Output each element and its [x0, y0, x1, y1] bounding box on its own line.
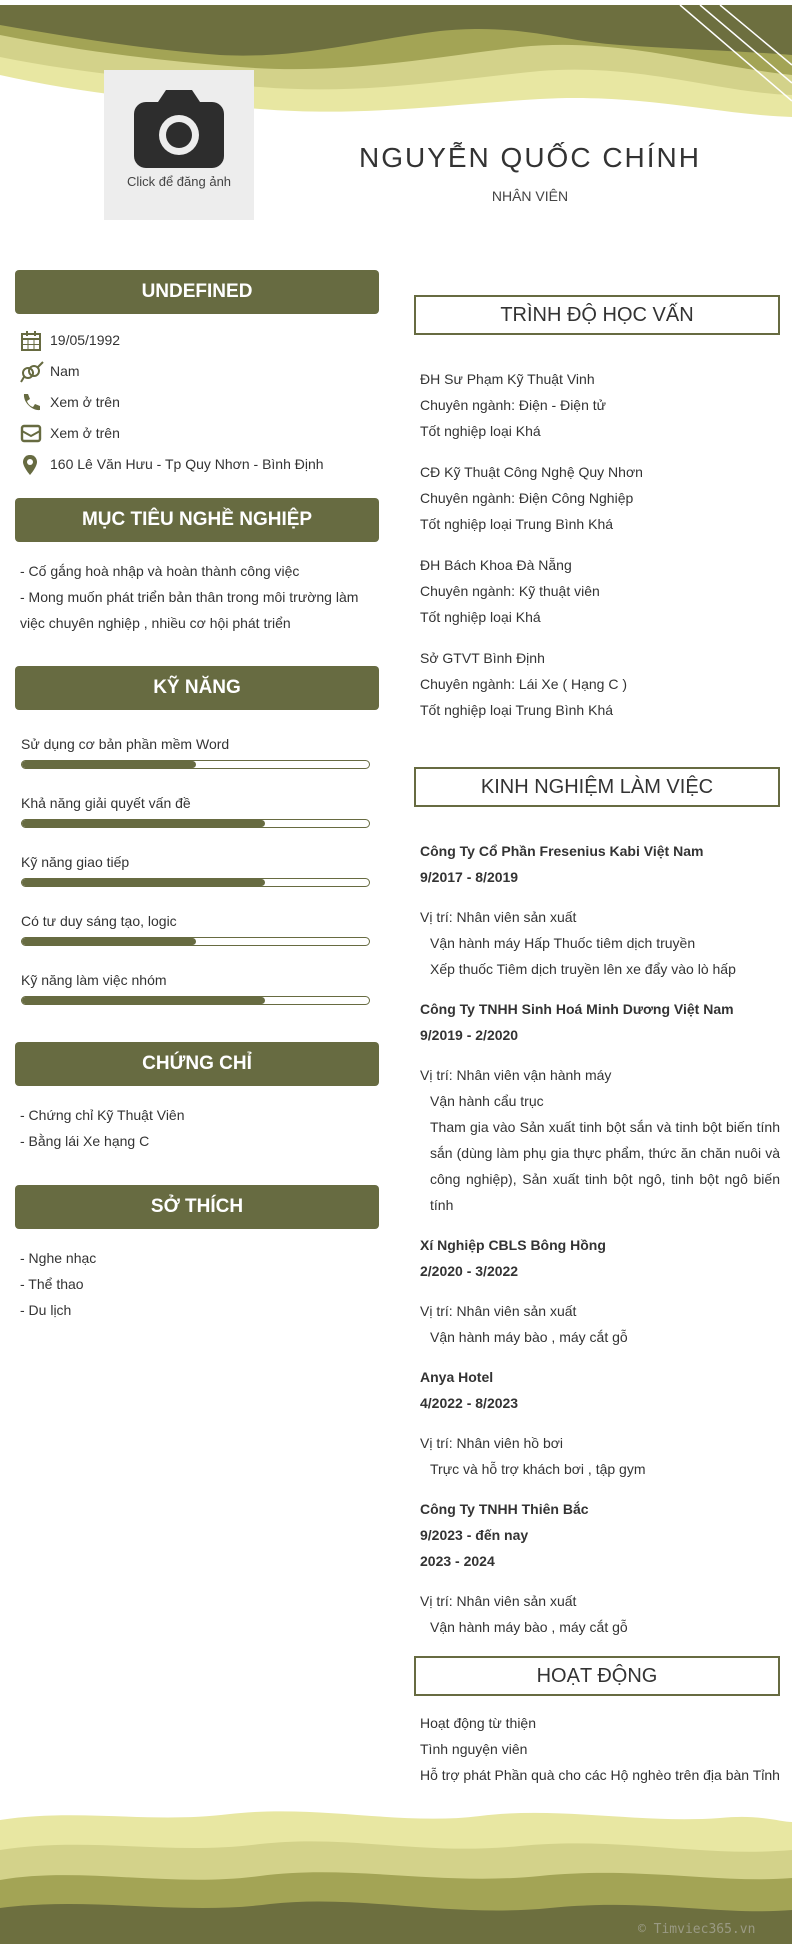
address: 160 Lê Văn Hưu - Tp Quy Nhơn - Bình Định — [50, 456, 324, 472]
education-entry — [420, 645, 780, 723]
grade: Tốt nghiệp loại Trung Bình Khá — [420, 516, 614, 532]
camera-icon — [134, 90, 224, 170]
skill-item — [21, 913, 370, 957]
skill-label: Kỹ năng giao tiếp — [21, 854, 130, 870]
job-duty: Vận hành cẩu trục — [430, 1093, 544, 1109]
skill-bar — [21, 996, 370, 1005]
gender-icon — [20, 361, 44, 383]
grade: Tốt nghiệp loại Khá — [420, 609, 541, 625]
hobby-item: - Thể thao — [20, 1276, 84, 1292]
phone-icon — [20, 392, 44, 414]
skill-bar — [21, 878, 370, 887]
job-duty: Vận hành máy bào , máy cắt gỗ — [430, 1619, 628, 1635]
school-name: ĐH Sư Phạm Kỹ Thuật Vinh — [420, 371, 595, 387]
calendar-icon — [20, 330, 44, 352]
activity-item: Hỗ trợ phát Phần quà cho các Hộ nghèo trên địa bàn Tỉnh — [420, 1767, 780, 1783]
skill-label: Kỹ năng làm việc nhóm — [21, 972, 167, 988]
job-period: 2/2020 - 3/2022 — [420, 1263, 519, 1279]
job-duty: Vận hành máy Hấp Thuốc tiêm dịch truyền — [430, 935, 696, 951]
candidate-position: NHÂN VIÊN — [491, 188, 569, 204]
company-name: Anya Hotel — [420, 1369, 494, 1385]
education-entry — [420, 552, 780, 630]
hobby-item: - Nghe nhạc — [20, 1250, 97, 1266]
certificates-heading: CHỨNG CHỈ — [15, 1042, 379, 1086]
personal-info-heading: UNDEFINED — [15, 270, 379, 314]
school-name: ĐH Bách Khoa Đà Nẵng — [420, 557, 572, 573]
company-name: Xí Nghiệp CBLS Bông Hồng — [420, 1237, 606, 1253]
job-period: 2023 - 2024 — [420, 1553, 495, 1569]
candidate-name: NGUYỄN QUỐC CHÍNH — [358, 142, 701, 173]
skill-bar-fill — [22, 997, 265, 1004]
skill-bar — [21, 819, 370, 828]
email-row — [20, 423, 380, 447]
school-name: CĐ Kỹ Thuật Công Nghệ Quy Nhơn — [420, 464, 643, 480]
location-icon — [20, 454, 44, 476]
skill-bar-fill — [22, 879, 265, 886]
job-role: Vị trí: Nhân viên sản xuất — [420, 909, 577, 925]
skill-bar-fill — [22, 820, 265, 827]
phone[interactable]: Xem ở trên — [50, 394, 120, 410]
job-entry — [420, 838, 780, 982]
job-period: 9/2017 - 8/2019 — [420, 869, 519, 885]
phone-row — [20, 392, 380, 416]
job-role: Vị trí: Nhân viên hồ bơi — [420, 1435, 564, 1451]
job-role: Vị trí: Nhân viên sản xuất — [420, 1593, 577, 1609]
company-name: Công Ty TNHH Thiên Bắc — [420, 1501, 589, 1517]
company-name: Công Ty Cổ Phần Fresenius Kabi Việt Nam — [420, 843, 704, 859]
job-period: 4/2022 - 8/2023 — [420, 1395, 519, 1411]
skill-label: Có tư duy sáng tạo, logic — [21, 913, 177, 929]
hobby-item: - Du lịch — [20, 1302, 72, 1318]
skill-label: Sử dụng cơ bản phần mềm Word — [21, 736, 230, 752]
certificate-item: - Bằng lái Xe hạng C — [20, 1133, 150, 1149]
education-entry — [420, 459, 780, 537]
photo-upload[interactable] — [104, 70, 254, 220]
certificate-item: - Chứng chỉ Kỹ Thuật Viên — [20, 1107, 185, 1123]
major: Chuyên ngành: Kỹ thuật viên — [420, 583, 600, 599]
skill-item — [21, 736, 370, 780]
grade: Tốt nghiệp loại Khá — [420, 423, 541, 439]
skill-bar — [21, 937, 370, 946]
job-entry — [420, 996, 780, 1218]
grade: Tốt nghiệp loại Trung Bình Khá — [420, 702, 614, 718]
job-role: Vị trí: Nhân viên vận hành máy — [420, 1067, 612, 1083]
education-heading: TRÌNH ĐỘ HỌC VẤN — [414, 295, 780, 335]
major: Chuyên ngành: Lái Xe ( Hạng C ) — [420, 676, 628, 692]
job-entry — [420, 1364, 780, 1482]
gender-row — [20, 361, 380, 385]
email-icon — [20, 423, 44, 445]
job-duty: Tham gia vào Sản xuất tinh bột sắn và tinh bột biến tính sắn (dùng làm phụ gia thực phẩm, thức ăn chăn nuôi và công nghiệp), Sản xuất tinh bột ngô, tinh bột ngô biến tính — [430, 1119, 780, 1213]
job-entry — [420, 1232, 780, 1350]
photo-upload-label: Click để đăng ảnh — [126, 174, 232, 189]
email[interactable]: Xem ở trên — [50, 425, 120, 441]
objective-line: việc chuyên nghiệp , nhiều cơ hội phát triển — [20, 615, 291, 631]
major: Chuyên ngành: Điện - Điện tử — [420, 397, 607, 413]
skill-bar-fill — [22, 938, 196, 945]
birthdate-row — [20, 330, 380, 354]
activity-item: Hoạt động từ thiện — [420, 1715, 537, 1731]
job-duty: Xếp thuốc Tiêm dịch truyền lên xe đẩy vào lò hấp — [430, 961, 736, 977]
gender: Nam — [50, 363, 80, 379]
job-period: 9/2019 - 2/2020 — [420, 1027, 519, 1043]
objective-heading: MỤC TIÊU NGHỀ NGHIỆP — [15, 498, 379, 542]
job-entry — [420, 1496, 780, 1640]
skill-bar-fill — [22, 761, 196, 768]
major: Chuyên ngành: Điện Công Nghiệp — [420, 490, 634, 506]
objective-line: - Mong muốn phát triển bản thân trong môi trường làm — [20, 589, 359, 605]
skill-item — [21, 854, 370, 898]
activities-list — [420, 1710, 780, 1788]
skill-item — [21, 795, 370, 839]
activities-heading: HOẠT ĐỘNG — [414, 1656, 780, 1696]
job-period: 9/2023 - đến nay — [420, 1527, 529, 1543]
skills-heading: KỸ NĂNG — [15, 666, 379, 710]
experience-heading: KINH NGHIỆM LÀM VIỆC — [414, 767, 780, 807]
job-role: Vị trí: Nhân viên sản xuất — [420, 1303, 577, 1319]
watermark: © Timviec365.vn — [638, 1922, 756, 1937]
company-name: Công Ty TNHH Sinh Hoá Minh Dương Việt Nam — [420, 1001, 734, 1017]
school-name: Sở GTVT Bình Định — [420, 650, 545, 666]
education-entry — [420, 366, 780, 444]
address-row — [20, 454, 380, 478]
activity-item: Tình nguyện viên — [420, 1741, 528, 1757]
skill-bar — [21, 760, 370, 769]
objective-line: - Cố gắng hoà nhập và hoàn thành công việc — [20, 563, 300, 579]
hobbies-heading: SỞ THÍCH — [15, 1185, 379, 1229]
job-duty: Trực và hỗ trợ khách bơi , tập gym — [430, 1461, 646, 1477]
skill-item — [21, 972, 370, 1016]
skill-label: Khả năng giải quyết vấn đề — [21, 795, 191, 811]
birthdate: 19/05/1992 — [50, 332, 121, 348]
job-duty: Vận hành máy bào , máy cắt gỗ — [430, 1329, 628, 1345]
